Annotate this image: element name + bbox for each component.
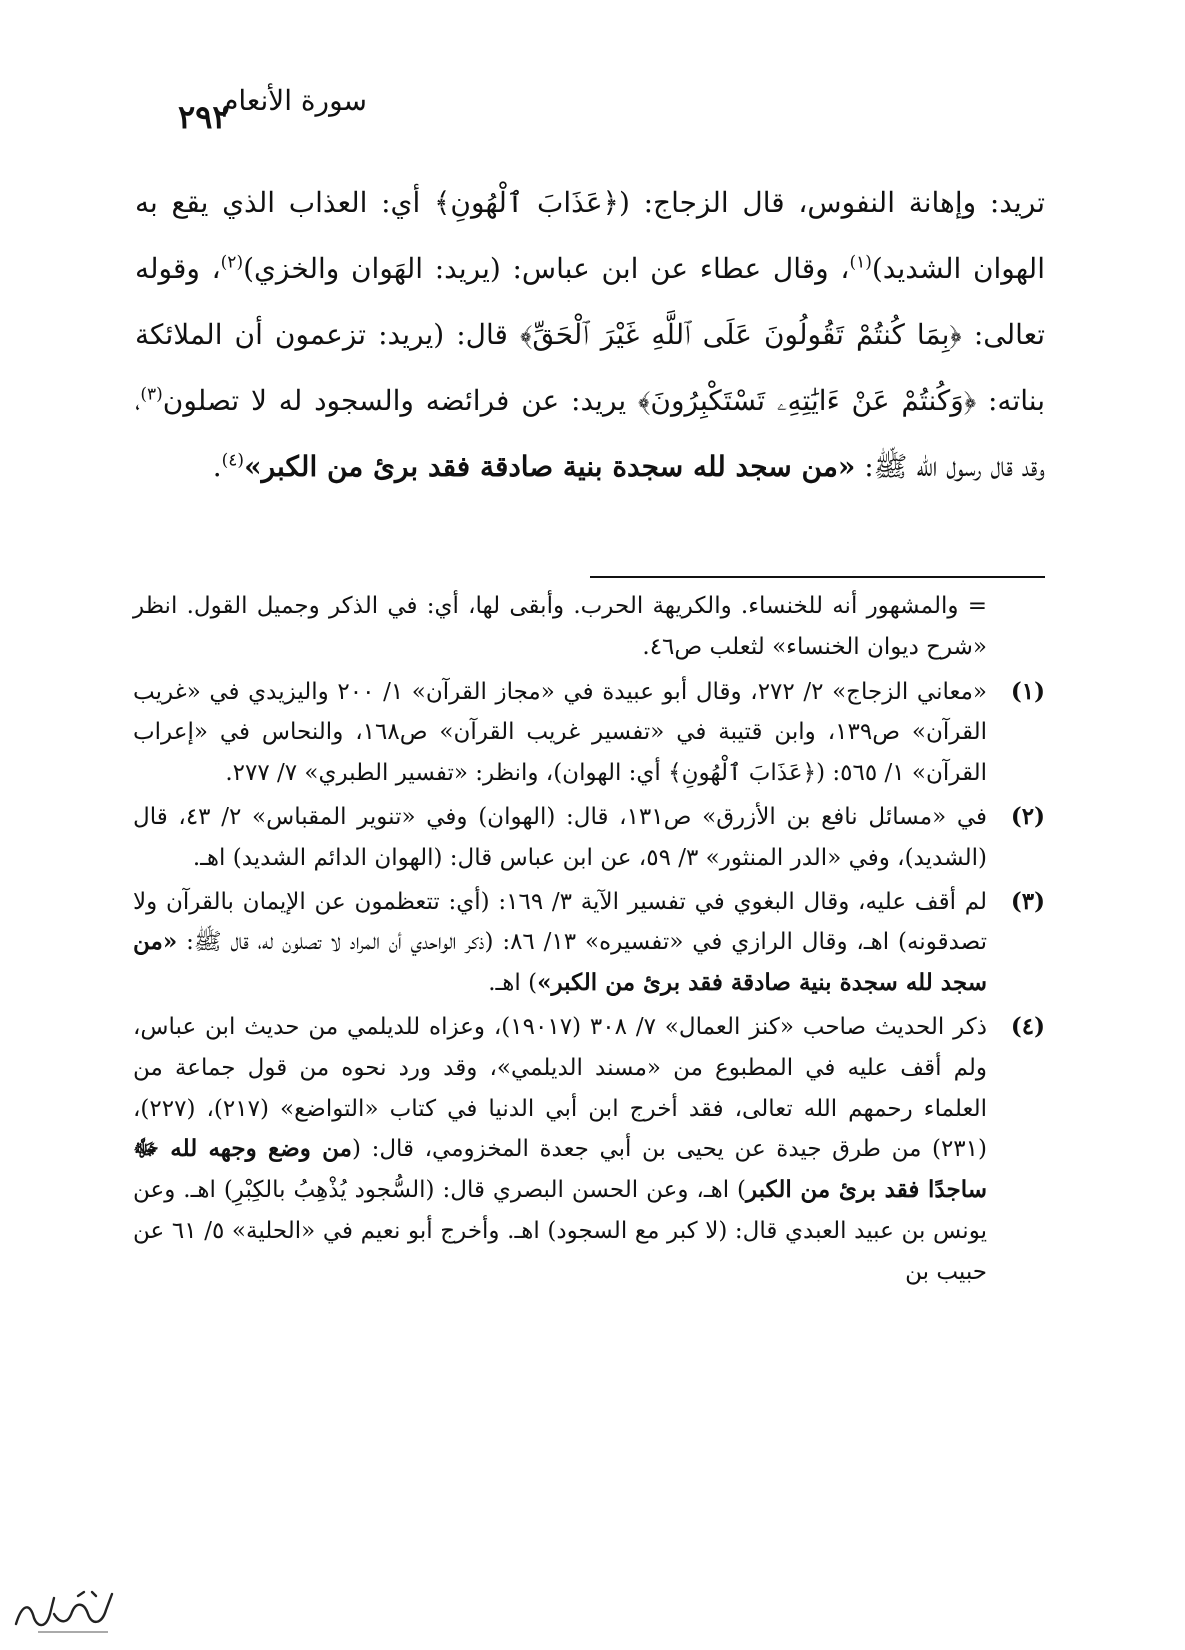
quran-verse: ﴿بِمَا كُنتُمْ تَقُولُونَ عَلَى ٱللَّهِ غَيْرَ ٱلْحَقِّ﴾ (519, 318, 962, 351)
main-text-part: . (212, 450, 222, 483)
hadith-quote: «من سجد لله سجدة بنية صادقة فقد برئ من الكبر» (244, 450, 856, 483)
library-seal-icon (8, 1584, 126, 1636)
footnote-2 (133, 797, 1045, 879)
main-text-part: قال: (يريد: تزعمون أن الملائكة بناته: (135, 318, 1046, 417)
footnote-ref: (٢) (220, 252, 244, 273)
footnote-number: (٤) (1010, 1012, 1045, 1040)
main-text-part: ، وقال عطاء عن ابن عباس: (يريد: الهَوان والخزي) (243, 252, 850, 285)
footnote-number: (٢) (1010, 802, 1045, 830)
footnote-text: أي: الهوان)، وانظر: «تفسير الطبري» ٧/ ٢٧٧. (225, 760, 669, 787)
main-paragraph (135, 170, 1045, 500)
footnote-text: في «مسائل نافع بن الأزرق» ص١٣١، قال: (الهوان) وفي «تنوير المقباس» ٢/ ٤٣، قال (الشديد)، وفي «الدر المنثور» ٣/ ٥٩، عن ابن عباس قال: (الهوان الدائم الشديد) اهـ. (133, 803, 987, 871)
quran-verse: ﴿وَكُنتُمْ عَنْ ءَايَٰتِهِۦ تَسْتَكْبِرُونَ﴾ (638, 384, 977, 417)
footnote-number: (١) (1010, 677, 1045, 705)
page-number: ٢٩٢ (178, 98, 230, 136)
main-text-part: يريد: عن فرائضه والسجود له لا تصلون (162, 384, 639, 417)
footnote-4 (133, 1007, 1045, 1293)
main-text-part: تريد: وإهانة النفوس، قال الزجاج: ( (618, 186, 1046, 219)
quran-verse: ﴿عَذَابَ ٱلْهُونِ﴾ (668, 760, 817, 787)
footnote-ref: (١) (849, 252, 872, 273)
main-text (135, 170, 1045, 500)
footnote-text: «معاني الزجاج» ٢/ ٢٧٢، وقال أبو عبيدة في «مجاز القرآن» ١/ ٢٠٠ واليزيدي في «غريب القرآن» ص١٣٩، وابن قتيبة في «تفسير غريب القرآن» ص١٦٨، والنحاس في «إعراب القرآن» ١/ ٥٦٥: ( (133, 678, 987, 787)
footnote-continuation: = والمشهور أنه للخنساء. والكريهة الحرب. وأبقى لها، أي: في الذكر وجميل القول. انظر «شرح ديوان الخنساء» لثعلب ص٤٦. (133, 593, 987, 660)
footnote-3 (133, 882, 1045, 1004)
footnote-number: (٣) (1010, 887, 1045, 915)
hadith-quote: «من سجد لله سجدة بنية صادقة فقد برئ من الكبر» (133, 928, 987, 997)
footnote-text: لم أقف عليه، وقال البغوي في تفسير الآية ٣/ ١٦٩: (أي: تتعظمون عن الإيمان بالقرآن ولا تصدقونه) اهـ، وقال الرازي في «تفسيره» ١٣/ ٨٦: (ذكر الواحدي أن المراد لا تصلون له، قال ﷺ: (133, 888, 988, 956)
footnote-ref: (٤) (221, 450, 245, 471)
main-text-part: أي: العذاب الذي يقع به الهوان الشديد) (135, 186, 1045, 285)
narration-quote: من وضع وجهه لله ﷻ ساجدًا فقد برئ من الكبر (133, 1135, 987, 1204)
footnote-text: ) اهـ. (488, 970, 538, 997)
main-text-part: ، وقوله تعالى: (135, 252, 1046, 351)
footnote-1 (133, 672, 1045, 794)
footnote-text: ذكر الحديث صاحب «كنز العمال» ٧/ ٣٠٨ (١٩٠١٧)، وعزاه للديلمي من حديث ابن عباس، ولم أقف عليه في المطبوع من «مسند الديلمي»، وقد ورد نحوه من قول جماعة من العلماء رحمهم الله تعالى، فقد أخرج ابن أبي الدنيا في كتاب «التواضع» (٢١٧)، (٢٢٧)، (٢٣١) من طرق جيدة عن يحيى بن أبي جعدة المخزومي، قال: ( (133, 1013, 987, 1163)
footnotes (133, 586, 1045, 1293)
footnote-ref: (٣) (140, 384, 163, 405)
quran-verse: ﴿عَذَابَ ٱلْهُونِ﴾ (433, 186, 619, 219)
footnote-separator (590, 576, 1045, 578)
main-text-part: ، وقد قال رسول الله ﷺ: (135, 384, 1045, 483)
footnote-text: ) اهـ، وعن الحسن البصري قال: (السُّجود يُذْهِبُ بالكِبْرِ) اهـ. وعن يونس بن عبيد العبدي قال: (لا كبر مع السجود) اهـ. وأخرج أبو نعيم في «الحلية» ٥/ ٦١ عن حبيب بن (133, 1177, 987, 1285)
surah-title: سورة الأنعام (221, 84, 367, 117)
